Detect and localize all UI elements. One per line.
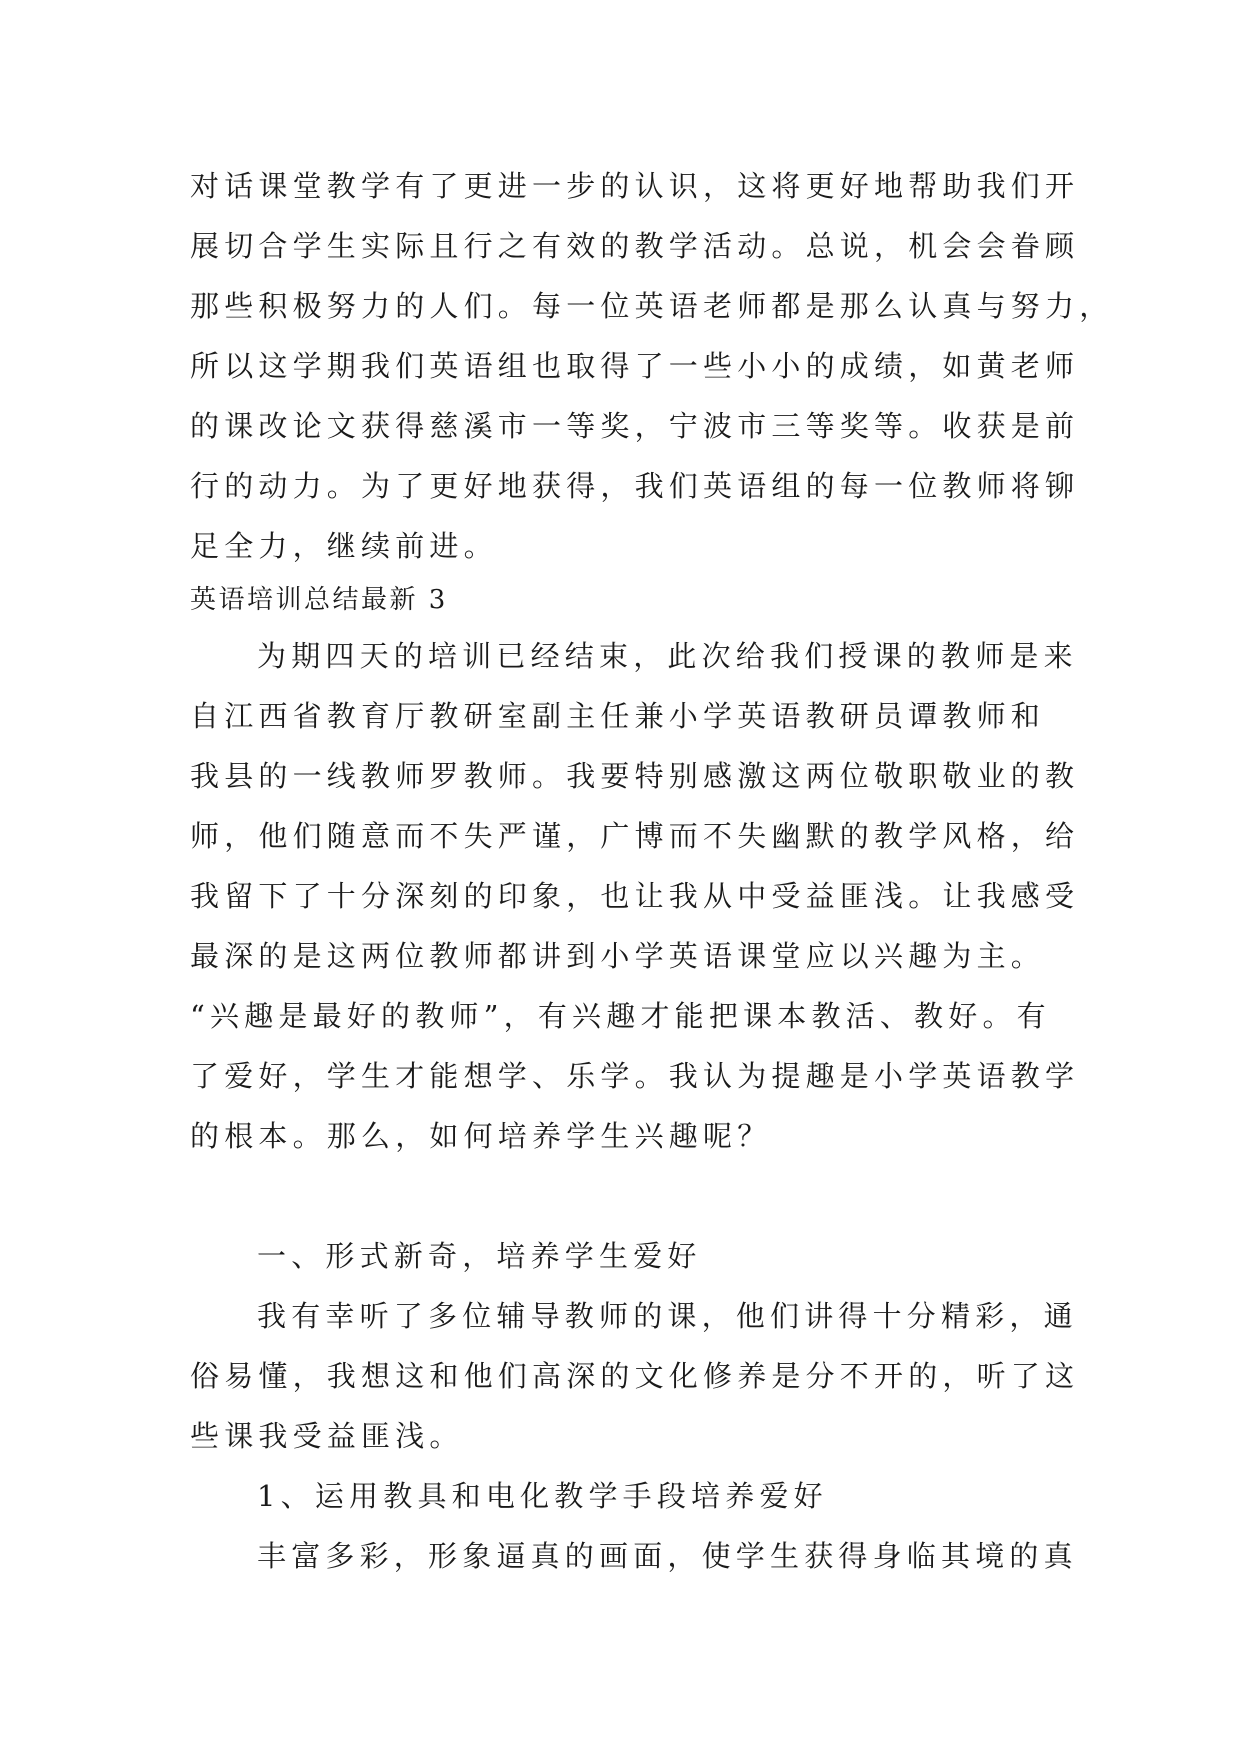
body-text-line: “兴趣是最好的教师”，有兴趣才能把课本教活、教好。有 — [190, 999, 1051, 1033]
body-text-line: 丰富多彩，形象逼真的画面，使学生获得身临其境的真 — [257, 1539, 1078, 1573]
body-text-line: 展切合学生实际且行之有效的教学活动。总说，机会会眷顾 — [190, 229, 1080, 263]
body-text-line: 行的动力。为了更好地获得，我们英语组的每一位教师将铆 — [190, 469, 1080, 503]
subsection-heading: 一、形式新奇，培养学生爱好 — [257, 1239, 702, 1273]
body-text-line: 那些积极努力的人们。每一位英语老师都是那么认真与努力， — [190, 289, 1114, 323]
body-text-line: 为期四天的培训已经结束，此次给我们授课的教师是来 — [257, 639, 1078, 673]
body-text-line: 我留下了十分深刻的印象，也让我从中受益匪浅。让我感受 — [190, 879, 1080, 913]
body-text-line: 足全力，继续前进。 — [190, 529, 498, 563]
body-text-line: 俗易懂，我想这和他们高深的文化修养是分不开的，听了这 — [190, 1359, 1080, 1393]
body-text-line: 了爱好，学生才能想学、乐学。我认为提趣是小学英语教学 — [190, 1059, 1080, 1093]
body-text-line: 我县的一线教师罗教师。我要特别感激这两位敬职敬业的教 — [190, 759, 1080, 793]
body-text-line: 些课我受益匪浅。 — [190, 1419, 464, 1453]
body-text-line: 我有幸听了多位辅导教师的课，他们讲得十分精彩，通 — [257, 1299, 1078, 1333]
body-text-line: 师，他们随意而不失严谨，广博而不失幽默的教学风格，给 — [190, 819, 1080, 853]
subsection-heading: 1、运用教具和电化教学手段培养爱好 — [257, 1479, 828, 1513]
body-text-line: 自江西省教育厅教研室副主任兼小学英语教研员谭教师和 — [190, 699, 1046, 733]
body-text-line: 对话课堂教学有了更进一步的认识，这将更好地帮助我们开 — [190, 169, 1080, 203]
section-heading: 英语培训总结最新 3 — [190, 585, 448, 615]
body-text-line: 的课改论文获得慈溪市一等奖，宁波市三等奖等。收获是前 — [190, 409, 1080, 443]
body-text-line: 最深的是这两位教师都讲到小学英语课堂应以兴趣为主。 — [190, 939, 1046, 973]
body-text-line: 所以这学期我们英语组也取得了一些小小的成绩，如黄老师 — [190, 349, 1080, 383]
body-text-line: 的根本。那么，如何培养学生兴趣呢？ — [190, 1119, 772, 1153]
